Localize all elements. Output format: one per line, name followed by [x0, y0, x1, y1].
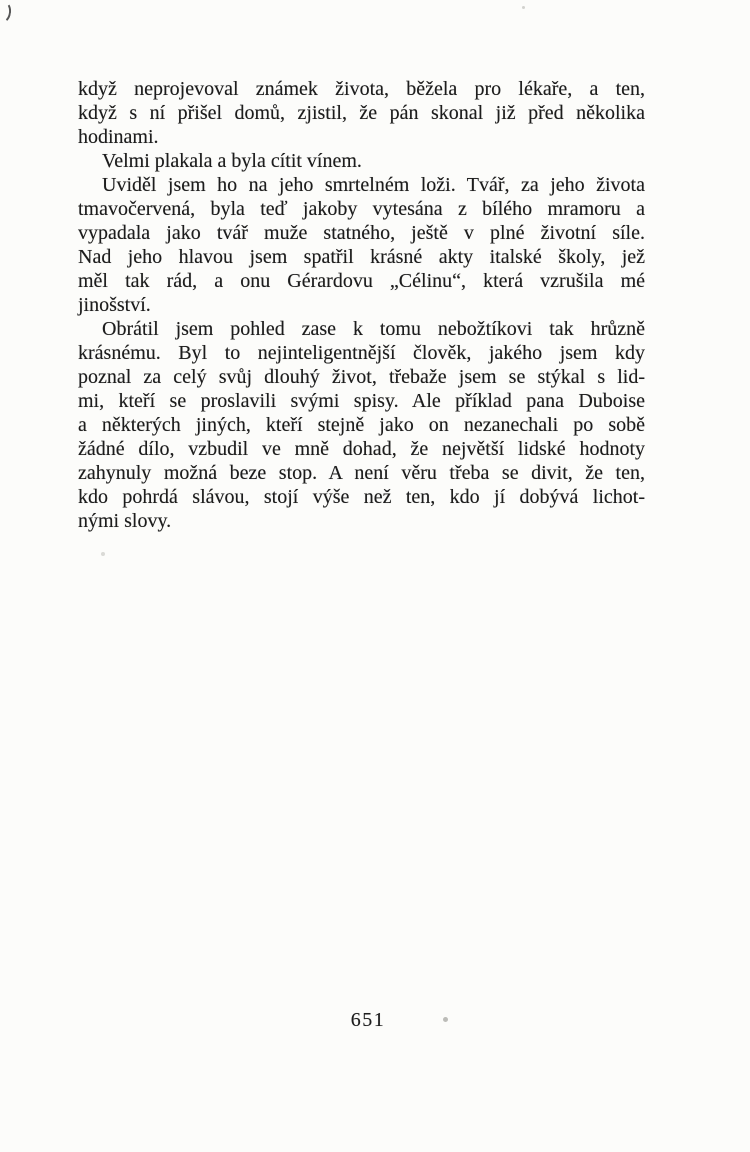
scan-speck [522, 6, 525, 9]
text-line: krásnému. Byl to nejinteligentnější člověk, jakého jsem kdy [78, 342, 645, 364]
text-line: poznal za celý svůj dlouhý život, třebaže jsem se stýkal s lid- [78, 366, 645, 388]
text-line: Uviděl jsem ho na jeho smrtelném loži. Tvář, za jeho života [102, 174, 645, 196]
text-line: jinošství. [78, 294, 151, 316]
text-line: Obrátil jsem pohled zase k tomu nebožtíkovi tak hrůzně [102, 318, 645, 340]
page-number: 651 [350, 1009, 386, 1031]
text-line: tmavočervená, byla teď jakoby vytesána z bílého mramoru a [78, 198, 645, 220]
text-line: mi, kteří se proslavili svými spisy. Ale příklad pana Duboise [78, 390, 645, 412]
scan-artifact-corner [0, 0, 12, 24]
text-line: když s ní přišel domů, zjistil, že pán skonal již před několika [78, 102, 645, 124]
paragraph [78, 173, 645, 317]
scan-speck [101, 552, 105, 556]
text-line: zahynuly možná beze stop. A není věru třeba se divit, že ten, [78, 462, 645, 484]
text-line: když neprojevoval známek života, běžela pro lékaře, a ten, [78, 78, 645, 100]
paragraph [78, 317, 645, 533]
text-line: vypadala jako tvář muže statného, ještě v plné životní síle. [78, 222, 645, 244]
text-line: žádné dílo, vzbudil ve mně dohad, že největší lidské hodnoty [78, 438, 645, 460]
text-line: a některých jiných, kteří stejně jako on nezanechali po sobě [78, 414, 645, 436]
text-line: měl tak rád, a onu Gérardovu „Célinu“, která vzrušila mé [78, 270, 645, 292]
scan-speck [443, 1017, 448, 1022]
text-line: Nad jeho hlavou jsem spatřil krásné akty italské školy, jež [78, 246, 645, 268]
text-line: hodinami. [78, 126, 159, 148]
page-text [78, 77, 645, 533]
paragraph [78, 149, 645, 173]
text-line: kdo pohrdá slávou, stojí výše než ten, kdo jí dobývá lichot- [78, 486, 645, 508]
text-line: Velmi plakala a byla cítit vínem. [102, 150, 362, 172]
text-line: nými slovy. [78, 510, 172, 532]
paragraph [78, 77, 645, 149]
